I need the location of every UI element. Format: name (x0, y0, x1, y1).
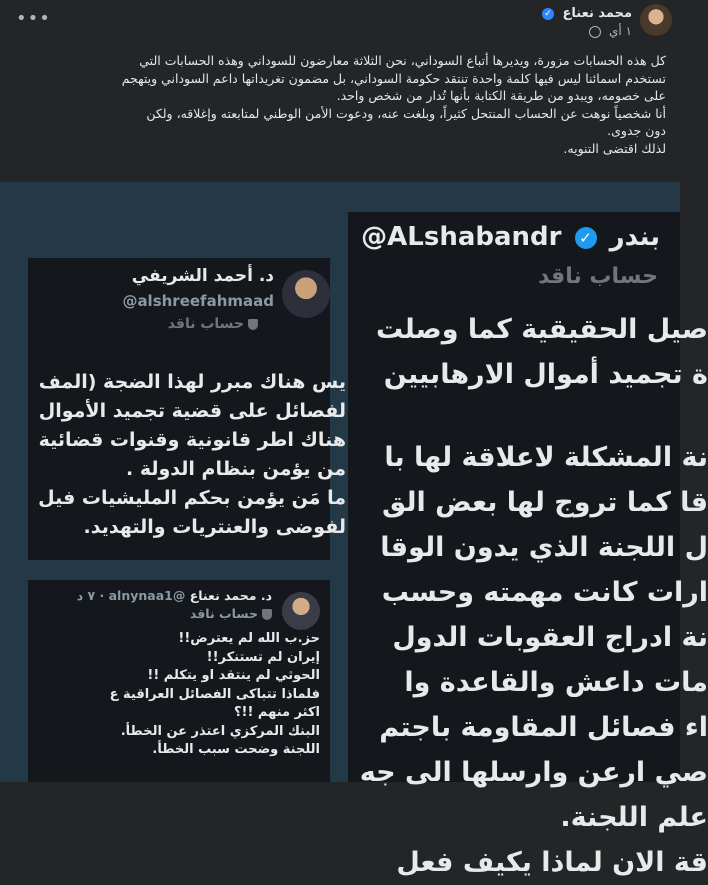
more-options-icon[interactable]: ••• (16, 8, 51, 29)
tweet-line: ما مَن يؤمن بحكم المليشيات فيل (38, 487, 346, 509)
tweet-line: نة المشكلة لاعلاقة لها با (384, 442, 708, 473)
tweet-text (288, 307, 708, 885)
tweet-line: ل اللجنة الذي يدون الوقا (380, 532, 708, 563)
tweet-line: صي ارعن وارسلها الى جه (359, 757, 708, 788)
post-line: أنا شخصياً نوهت عن الحساب المنتحل كثيراً، وبلغت عنه، ودعوت الأمن الوطني لمتابعته وإغلاقه، ولكن (146, 105, 666, 121)
tweet-line: مات داعش والقاعدة وا (404, 667, 708, 698)
tweet-line: صيل الحقيقية كما وصلت (376, 314, 708, 345)
tweet-text (0, 368, 346, 542)
tweet-author-avatar (282, 270, 330, 318)
verified-badge-icon: ✓ (542, 8, 554, 20)
post-image[interactable] (0, 182, 708, 878)
tweet-line: اكثر منهم !!؟ (234, 705, 320, 720)
tweet-line: ة تجميد أموال الارهابيين (383, 359, 708, 390)
tweet-text (30, 630, 320, 760)
tweet-subtitle-text: حساب ناقد (189, 606, 258, 621)
tweet-line: قا كما تروج لها بعض الق (382, 487, 708, 518)
post-line: دون جدوى. (607, 123, 666, 138)
tweet-line: لفوضى والعنتريات والتهديد. (83, 516, 346, 538)
tweet-line: من يؤمن بنظام الدولة . (126, 458, 346, 480)
shield-icon (248, 319, 258, 330)
post-line: على خصومه، ويبدو من طريقة الكتابة بأنها تُدار من شخص واحد. (336, 88, 666, 103)
shield-icon (262, 609, 272, 620)
tweet-line: لفصائل على قضية تجميد الأموال (38, 400, 346, 422)
tweet-author-avatar (282, 592, 320, 630)
tweet-line: هناك اطر قانونية وقنوات قضائية (38, 429, 346, 451)
tweet-handle-time: @alnynaa1 · ٧ د (76, 588, 186, 603)
tweet-line: نة ادراج العقوبات الدول (392, 622, 708, 653)
tweet-line: فلماذا تتباكى الفصائل العراقية ع (109, 686, 320, 702)
author-name[interactable] (542, 6, 632, 21)
tweet-line: حز.ب الله لم يعترض!! (178, 631, 320, 646)
post-line: لذلك اقتضى التنويه. (563, 140, 666, 156)
post-line: تستخدم اسمائنا ليس فيها كلمة واحدة تنتقد حكومة السوداني، بل مضمون تغريداتها داعم السوداني ويتهجم (121, 70, 666, 86)
verified-badge-icon: ✓ (575, 227, 597, 249)
line-gap (288, 397, 708, 435)
post-body (14, 52, 666, 157)
tweet-subtitle (190, 606, 272, 621)
tweet-line: البنك المركزي اعتذر عن الخطأ. (120, 723, 320, 739)
tweet-card-shabandr (348, 212, 708, 878)
post-line: كل هذه الحسابات مزورة، ويديرها أتباع السوداني، نحن الثلاثة معارضون للسوداني وهذه الحسابات التي (139, 53, 666, 68)
tweet-line: علم اللجنة. (560, 802, 708, 833)
tweet-subtitle (168, 316, 258, 332)
tweet-line: اللجنة وضحت سبب الخطأ. (152, 742, 320, 757)
tweet-subtitle-text: حساب ناقد (167, 316, 244, 332)
tweet-line: الحوثي لم ينتقد او يتكلم !! (147, 668, 320, 683)
author-name-text[interactable]: محمد نعناع (562, 6, 632, 21)
tweet-author-row (361, 222, 660, 252)
post-time[interactable]: ١ أي (609, 24, 632, 38)
tweet-card-alshreef (28, 258, 346, 560)
tweet-author-name: د. أحمد الشريفي (131, 266, 274, 286)
tweet-subtitle: حساب ناقد (538, 264, 658, 289)
facebook-post (0, 0, 680, 182)
tweet-author-name: بندر (609, 222, 660, 252)
tweet-handle: @alshreefahmaad (122, 292, 274, 310)
tweet-handle: @ALshabandr (361, 222, 562, 252)
post-meta (589, 24, 632, 38)
tweet-line: يس هناك مبرر لهذا الضجة (المف (38, 371, 346, 393)
tweet-card-alnynaa (28, 580, 330, 782)
tweet-line: إيران لم تستنكر!! (206, 649, 320, 665)
tweet-author-row (77, 588, 272, 603)
tweet-line: ارات كانت مهمته وحسب (381, 577, 708, 608)
tweet-line: اء فصائل المقاومة باجتم (379, 712, 708, 743)
tweet-author-name: د. محمد نعناع (189, 588, 272, 603)
globe-icon (589, 26, 601, 38)
tweet-line: قة الان لماذا يكيف فعل (396, 847, 708, 878)
author-avatar[interactable] (640, 4, 672, 36)
